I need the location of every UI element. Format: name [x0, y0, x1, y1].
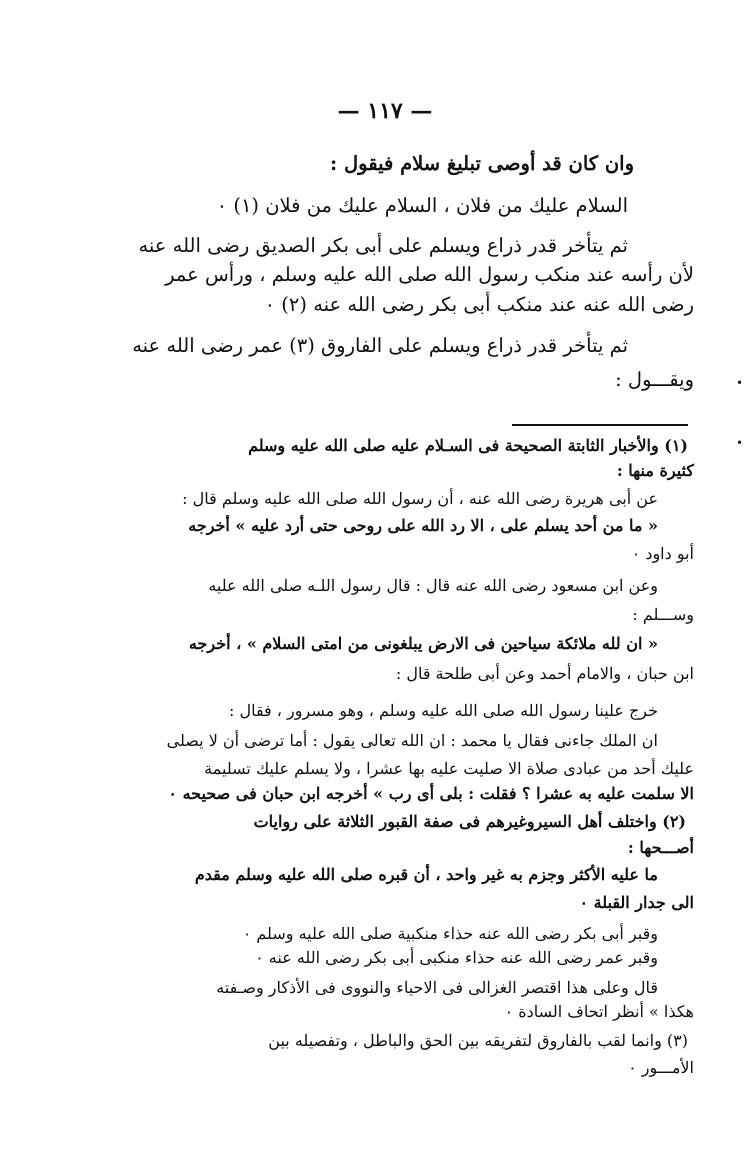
footnote-line-3: عن أبى هريرة رضى الله عنه ، أن رسول الله صلى الله عليه وسلم قال :: [182, 489, 658, 508]
footnote-line-17: الى جدار القبلة ٠: [579, 893, 694, 912]
footnote-separator: [512, 424, 688, 426]
footnote-line-8: « ان لله ملائكة سياحين فى الارض يبلغونى من امتى السلام » ، أخرجه: [188, 634, 658, 653]
footnote-line-16: ما عليه الأكثر وجزم به غير واحد ، أن قبره صلى الله عليه وسلم مقدم: [194, 865, 658, 884]
footnote-line-23: الأمـــور ٠: [628, 1058, 694, 1077]
main-line-7: ويقـــول :: [615, 368, 694, 391]
main-line-4: لأن رأسه عند منكب رسول الله صلى الله عليه وسلم ، ورأس عمر: [165, 263, 694, 286]
footnote-line-18: وقبر أبى بكر رضى الله عنه حذاء منكبية صلى الله عليه وسلم ٠: [242, 924, 658, 943]
footnote-line-10: خرج علينا رسول الله صلى الله عليه وسلم ، وهو مسرور ، فقال :: [228, 701, 658, 720]
footnote-line-21: هكذا » أنظر اتحاف السادة ٠: [504, 1002, 694, 1021]
footnote-line-20: قال وعلى هذا اقتصر الغزالى فى الاحياء والنووى فى الأذكار وصـفته: [216, 978, 658, 997]
footnote-line-7: وســـلم :: [632, 605, 694, 624]
footnote-line-12: عليك أحد من عبادى صلاة الا صليت عليه بها عشرا ، ولا يسلم عليك تسليمة: [204, 759, 694, 778]
footnote-line-14: (٢) واختلف أهل السيروغيرهم فى صفة القبور الثلاثة على روايات: [253, 812, 686, 831]
footnote-line-15: أصـــحها :: [627, 838, 694, 857]
footnote-line-11: ان الملك جاءنى فقال يا محمد : ان الله تعالى يقول : أما ترضى أن لا يصلى: [166, 731, 658, 750]
footnote-line-1: (١) والأخبار الثابتة الصحيحة فى السـلام عليه صلى الله عليه وسلم: [248, 436, 688, 455]
footnote-line-6: وعن ابن مسعود رضى الله عنه قال : قال رسول اللـه صلى الله عليه: [208, 576, 658, 595]
footnote-line-19: وقبر عمر رضى الله عنه حذاء منكبى أبى بكر رضى الله عنه ٠: [255, 948, 658, 967]
page-number: — ١١٧ —: [337, 98, 433, 124]
main-line-5: رضى الله عنه عند منكب أبى بكر رضى الله عنه (٢) ٠: [264, 293, 694, 316]
main-line-6: ثم يتأخر قدر ذراع ويسلم على الفاروق (٣) عمر رضى الله عنه: [132, 334, 628, 357]
footnote-line-9: ابن حبان ، والامام أحمد وعن أبى طلحة قال :: [395, 664, 694, 683]
footnote-line-2: كثيرة منها :: [616, 461, 694, 480]
margin-dot: •: [736, 436, 744, 450]
main-line-3: ثم يتأخر قدر ذراع ويسلم على أبى بكر الصديق رضى الله عنه: [138, 234, 628, 257]
main-line-2: السلام عليك من فلان ، السلام عليك من فلان (١) ٠: [216, 194, 628, 217]
main-line-1: وان كان قد أوصى تبليغ سلام فيقول :: [329, 152, 634, 175]
margin-dot: •: [736, 376, 744, 390]
footnote-line-5: أبو داود ٠: [631, 544, 694, 563]
footnote-line-13: الا سلمت عليه به عشرا ؟ فقلت : بلى أى رب » أخرجه ابن حبان فى صحيحه ٠: [168, 784, 694, 803]
footnote-line-22: (٣) وانما لقب بالفاروق لتفريقه بين الحق والباطل ، وتفصيله بين: [268, 1031, 688, 1050]
footnote-line-4: « ما من أحد يسلم على ، الا رد الله على روحى حتى أرد عليه » أخرجه: [188, 516, 658, 535]
